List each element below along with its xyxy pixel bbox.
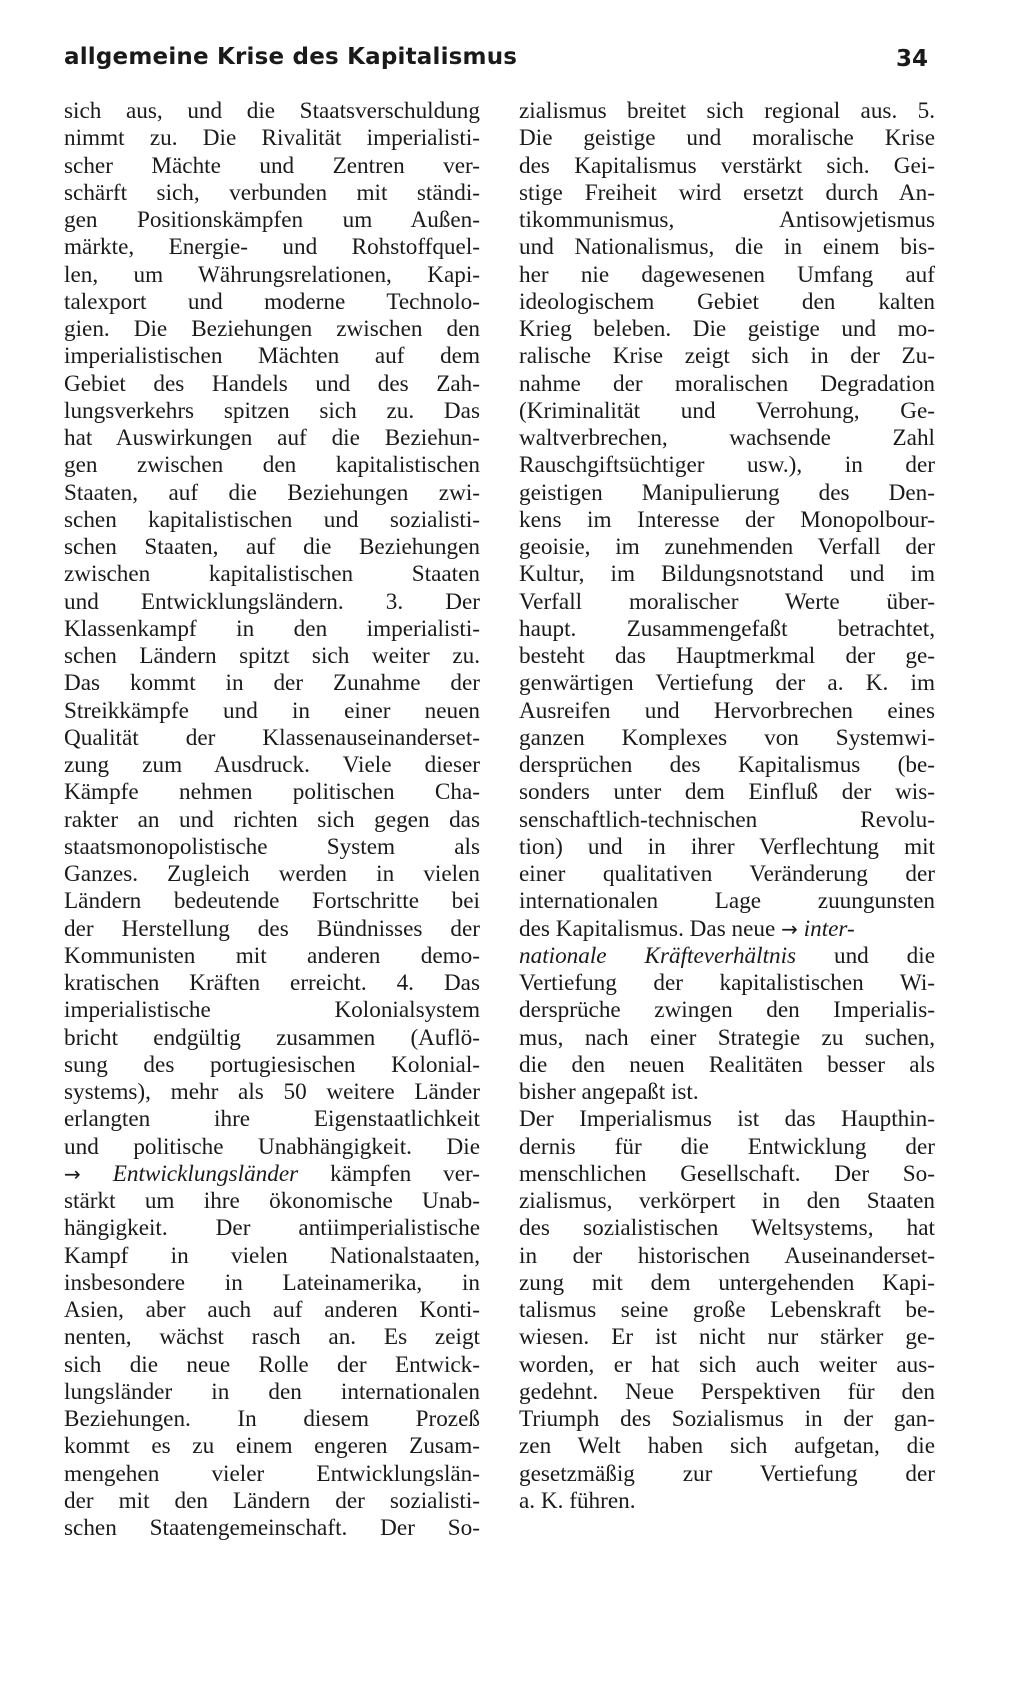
text-line: nahme der moralischen Degradation [519, 370, 935, 397]
text-line: kens im Interesse der Monopolbour- [519, 506, 935, 533]
text-fragment: und die [833, 942, 935, 969]
text-line: besteht das Hauptmerkmal der ge- [519, 643, 935, 669]
text-line: lungsverkehrs spitzen sich zu. Das [64, 397, 480, 424]
text-line: Streikkämpfe und in einer neuen [64, 697, 480, 724]
text-line: senschaftlich-technischen Revolu- [519, 806, 935, 833]
text-line: stärkt um ihre ökonomische Unab- [64, 1188, 480, 1214]
text-line: tion) und in ihrer Verflechtung mit [519, 833, 935, 860]
text-line: die den neuen Realitäten besser als [519, 1051, 935, 1078]
text-line: Kämpfe nehmen politischen Cha- [64, 779, 480, 806]
text-line: nenten, wächst rasch an. Es zeigt [64, 1324, 480, 1351]
right-column [519, 98, 935, 1515]
text-line: Kommunisten mit anderen demo- [64, 942, 480, 969]
text-line: Staaten, auf die Beziehungen zwi- [64, 479, 480, 506]
text-line: mengehen vieler Entwicklungslän- [64, 1460, 480, 1487]
right-column-paragraph-2 [519, 1106, 935, 1515]
page-number: 34 [895, 46, 928, 72]
text-line: der mit den Ländern der sozialisti- [64, 1487, 480, 1514]
left-ref-line [64, 1161, 480, 1188]
text-line: Verfall moralischer Werte über- [519, 588, 935, 615]
text-line: zung mit dem untergehenden Kapi- [519, 1269, 935, 1296]
text-line: und Nationalismus, die in einem bis- [519, 234, 935, 261]
text-fragment: kämpfen ver- [330, 1160, 480, 1187]
right-column-lines-b [519, 970, 935, 1106]
text-line: des Kapitalismus verstärkt sich. Gei- [519, 152, 935, 179]
text-line: sich aus, und die Staatsverschuldung [64, 98, 480, 124]
text-line: worden, er hat sich auch weiter aus- [519, 1351, 935, 1378]
cross-reference-kraefteverhaeltnis-part2[interactable]: nationale Kräfteverhältnis [519, 942, 797, 969]
text-line: internationalen Lage zuungunsten [519, 888, 935, 915]
text-line: zialismus breitet sich regional aus. 5. [519, 98, 935, 124]
text-line: Ganzes. Zugleich werden in vielen [64, 861, 480, 887]
text-line: schen Staaten, auf die Beziehungen [64, 534, 480, 560]
text-line: ralische Krise zeigt sich in der Zu- [519, 343, 935, 370]
text-line: hängigkeit. Der antiimperialistische [64, 1215, 480, 1242]
text-line: Beziehungen. In diesem Prozeß [64, 1406, 480, 1432]
text-line: Rauschgiftsüchtiger usw.), in der [519, 452, 935, 479]
cross-reference-entwicklungslaender[interactable]: Entwicklungsländer [112, 1160, 299, 1187]
text-line: ideologischem Gebiet den kalten [519, 288, 935, 315]
left-column-lines-a [64, 98, 480, 1161]
text-line: ganzen Komplexes von Systemwi- [519, 724, 935, 751]
text-line: gien. Die Beziehungen zwischen den [64, 316, 480, 342]
text-line: lungsländer in den internationalen [64, 1378, 480, 1405]
text-line: mus, nach einer Strategie zu suchen, [519, 1024, 935, 1051]
text-line: talexport und moderne Technolo- [64, 288, 480, 315]
text-line: talismus seine große Lebenskraft be- [519, 1297, 935, 1323]
text-line: Ländern bedeutende Fortschritte bei [64, 888, 480, 915]
text-line: Krieg beleben. Die geistige und mo- [519, 316, 935, 342]
text-line: systems), mehr als 50 weitere Länder [64, 1079, 480, 1105]
text-line: und politische Unabhängigkeit. Die [64, 1133, 480, 1160]
text-line: der Herstellung des Bündnisses der [64, 915, 480, 942]
text-line: Asien, aber auch auf anderen Konti- [64, 1297, 480, 1323]
text-line: Der Imperialismus ist das Haupthin- [519, 1106, 935, 1133]
text-line: zwischen kapitalistischen Staaten [64, 561, 480, 588]
text-line: bricht endgültig zusammen (Auflö- [64, 1024, 480, 1051]
text-line: dernis für die Entwicklung der [519, 1133, 935, 1160]
text-line: (Kriminalität und Verrohung, Ge- [519, 397, 935, 424]
text-line: menschlichen Gesellschaft. Der So- [519, 1160, 935, 1187]
text-line: kratischen Kräften erreicht. 4. Das [64, 970, 480, 996]
text-line: des sozialistischen Weltsystems, hat [519, 1215, 935, 1242]
text-line: schärft sich, verbunden mit ständi- [64, 179, 480, 206]
text-fragment: des Kapitalismus. Das neue [519, 915, 776, 942]
cross-reference-kraefteverhaeltnis-part1[interactable]: inter- [803, 915, 855, 942]
text-line: len, um Währungsrelationen, Kapi- [64, 261, 480, 288]
text-line: Das kommt in der Zunahme der [64, 670, 480, 697]
text-line: imperialistische Kolonialsystem [64, 997, 480, 1024]
text-line: gesetzmäßig zur Vertiefung der [519, 1460, 935, 1487]
text-line: gedehnt. Neue Perspektiven für den [519, 1378, 935, 1405]
cross-reference-arrow-icon: → [64, 1161, 81, 1186]
text-line: Kampf in vielen Nationalstaaten, [64, 1242, 480, 1269]
text-line: zen Welt haben sich aufgetan, die [519, 1433, 935, 1460]
page-header [64, 44, 932, 84]
text-line: Gebiet des Handels und des Zah- [64, 370, 480, 397]
text-line: Kultur, im Bildungsnotstand und im [519, 561, 935, 588]
left-column [64, 98, 480, 1542]
left-column-lines-b [64, 1188, 480, 1542]
text-line: sung des portugiesischen Kolonial- [64, 1051, 480, 1078]
text-line: gen Positionskämpfen um Außen- [64, 207, 480, 233]
text-line: wiesen. Er ist nicht nur stärker ge- [519, 1324, 935, 1351]
text-line: tikommunismus, Antisowjetismus [519, 207, 935, 233]
right-ref-line-2 [519, 943, 935, 970]
text-line: sich die neue Rolle der Entwick- [64, 1351, 480, 1378]
text-line: einer qualitativen Veränderung der [519, 861, 935, 887]
text-line: schen kapitalistischen und sozialisti- [64, 506, 480, 533]
text-line: scher Mächte und Zentren ver- [64, 152, 480, 179]
text-line: genwärtigen Vertiefung der a. K. im [519, 670, 935, 697]
text-line: haupt. Zusammengefaßt betrachtet, [519, 615, 935, 642]
text-line: dersprüche zwingen den Imperialis- [519, 997, 935, 1024]
text-line: stige Freiheit wird ersetzt durch An- [519, 179, 935, 206]
text-line: kommt es zu einem engeren Zusam- [64, 1433, 480, 1460]
text-line: Triumph des Sozialismus in der gan- [519, 1406, 935, 1432]
right-ref-line-1 [519, 916, 935, 943]
running-head-title: allgemeine Krise des Kapitalismus [64, 44, 518, 70]
cross-reference-arrow-icon: → [781, 916, 798, 941]
text-line: zialismus, verkörpert in den Staaten [519, 1188, 935, 1214]
text-line: schen Staatengemeinschaft. Der So- [64, 1515, 480, 1541]
text-line: Qualität der Klassenauseinanderset- [64, 724, 480, 751]
text-line: nimmt zu. Die Rivalität imperialisti- [64, 125, 480, 152]
text-line: staatsmonopolistische System als [64, 833, 480, 860]
text-line: Die geistige und moralische Krise [519, 125, 935, 152]
text-line: schen Ländern spitzt sich weiter zu. [64, 643, 480, 669]
text-line: Klassenkampf in den imperialisti- [64, 615, 480, 642]
text-line: imperialistischen Mächten auf dem [64, 343, 480, 370]
text-line: märkte, Energie- und Rohstoffquel- [64, 234, 480, 261]
text-line: sonders unter dem Einfluß der wis- [519, 779, 935, 806]
text-line: geoisie, im zunehmenden Verfall der [519, 534, 935, 560]
text-line: hat Auswirkungen auf die Beziehun- [64, 425, 480, 451]
text-line: bisher angepaßt ist. [519, 1079, 699, 1105]
text-line: dersprüchen des Kapitalismus (be- [519, 752, 935, 778]
text-line: insbesondere in Lateinamerika, in [64, 1269, 480, 1296]
right-column-lines-a [519, 98, 935, 916]
text-line: her nie dagewesenen Umfang auf [519, 261, 935, 288]
text-line: geistigen Manipulierung des Den- [519, 479, 935, 506]
text-line: Vertiefung der kapitalistischen Wi- [519, 970, 935, 996]
text-line: gen zwischen den kapitalistischen [64, 452, 480, 479]
text-line: zung zum Ausdruck. Viele dieser [64, 752, 480, 778]
text-line: in der historischen Auseinanderset- [519, 1242, 935, 1269]
text-line: a. K. führen. [519, 1487, 636, 1514]
text-line: erlangten ihre Eigenstaatlichkeit [64, 1106, 480, 1133]
text-line: Ausreifen und Hervorbrechen eines [519, 697, 935, 724]
text-line: waltverbrechen, wachsende Zahl [519, 425, 935, 451]
text-line: und Entwicklungsländern. 3. Der [64, 588, 480, 615]
text-line: rakter an und richten sich gegen das [64, 806, 480, 833]
